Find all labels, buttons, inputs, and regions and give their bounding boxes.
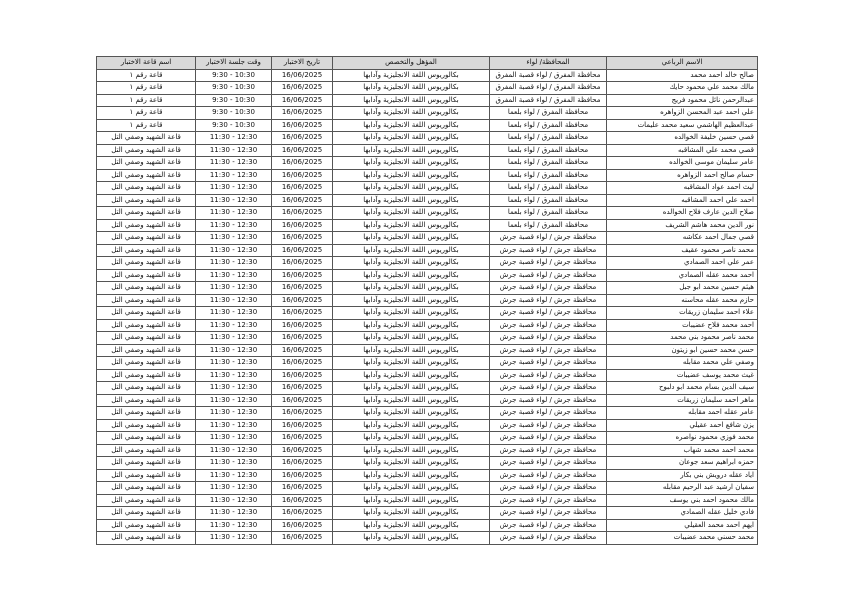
cell-qualification: بكالوريوس اللغة الانجليزية وآدابها bbox=[333, 407, 490, 420]
cell-time: 11:30 - 12:30 bbox=[196, 294, 272, 307]
cell-name: علاء احمد سليمان زريقات bbox=[607, 307, 758, 320]
cell-time: 9:30 - 10:30 bbox=[196, 94, 272, 107]
cell-date: 16/06/2025 bbox=[272, 444, 333, 457]
cell-qualification: بكالوريوس اللغة الانجليزية وآدابها bbox=[333, 444, 490, 457]
cell-date: 16/06/2025 bbox=[272, 69, 333, 82]
cell-hall: قاعة رقم ١ bbox=[97, 94, 196, 107]
cell-name: نور الدين محمد هاشم الشريف bbox=[607, 219, 758, 232]
cell-date: 16/06/2025 bbox=[272, 219, 333, 232]
cell-date: 16/06/2025 bbox=[272, 407, 333, 420]
table-row bbox=[97, 532, 758, 545]
cell-name: هيثم حسين محمد ابو جبل bbox=[607, 282, 758, 295]
cell-hall: قاعة الشهيد وصفي التل bbox=[97, 394, 196, 407]
cell-date: 16/06/2025 bbox=[272, 169, 333, 182]
cell-time: 11:30 - 12:30 bbox=[196, 132, 272, 145]
cell-hall: قاعة الشهيد وصفي التل bbox=[97, 482, 196, 495]
cell-hall: قاعة الشهيد وصفي التل bbox=[97, 269, 196, 282]
cell-hall: قاعة الشهيد وصفي التل bbox=[97, 344, 196, 357]
table-row bbox=[97, 432, 758, 445]
cell-name: حسن محمد حسين ابو زيتون bbox=[607, 344, 758, 357]
table-body bbox=[97, 69, 758, 544]
cell-governorate: محافظة جرش / لواء قصبة جرش bbox=[490, 282, 607, 295]
cell-qualification: بكالوريوس اللغة الانجليزية وآدابها bbox=[333, 69, 490, 82]
cell-name: احمد محمد عقله الصمادي bbox=[607, 269, 758, 282]
cell-qualification: بكالوريوس اللغة الانجليزية وآدابها bbox=[333, 519, 490, 532]
cell-time: 11:30 - 12:30 bbox=[196, 382, 272, 395]
cell-governorate: محافظة جرش / لواء قصبة جرش bbox=[490, 457, 607, 470]
table-row bbox=[97, 119, 758, 132]
cell-date: 16/06/2025 bbox=[272, 119, 333, 132]
table-row bbox=[97, 394, 758, 407]
cell-governorate: محافظة جرش / لواء قصبة جرش bbox=[490, 344, 607, 357]
cell-time: 11:30 - 12:30 bbox=[196, 494, 272, 507]
cell-hall: قاعة رقم ١ bbox=[97, 107, 196, 120]
cell-date: 16/06/2025 bbox=[272, 394, 333, 407]
cell-qualification: بكالوريوس اللغة الانجليزية وآدابها bbox=[333, 244, 490, 257]
cell-time: 11:30 - 12:30 bbox=[196, 282, 272, 295]
cell-date: 16/06/2025 bbox=[272, 532, 333, 545]
cell-time: 11:30 - 12:30 bbox=[196, 219, 272, 232]
cell-qualification: بكالوريوس اللغة الانجليزية وآدابها bbox=[333, 232, 490, 245]
cell-time: 11:30 - 12:30 bbox=[196, 407, 272, 420]
cell-hall: قاعة الشهيد وصفي التل bbox=[97, 244, 196, 257]
cell-qualification: بكالوريوس اللغة الانجليزية وآدابها bbox=[333, 182, 490, 195]
cell-governorate: محافظة جرش / لواء قصبة جرش bbox=[490, 494, 607, 507]
cell-governorate: محافظة المفرق / لواء قصبة المفرق bbox=[490, 69, 607, 82]
cell-time: 11:30 - 12:30 bbox=[196, 244, 272, 257]
cell-governorate: محافظة المفرق / لواء بلعما bbox=[490, 119, 607, 132]
cell-name: حمزه ابراهيم سعد جوعان bbox=[607, 457, 758, 470]
cell-time: 11:30 - 12:30 bbox=[196, 319, 272, 332]
cell-time: 11:30 - 12:30 bbox=[196, 394, 272, 407]
table-row bbox=[97, 419, 758, 432]
cell-hall: قاعة الشهيد وصفي التل bbox=[97, 469, 196, 482]
cell-governorate: محافظة جرش / لواء قصبة جرش bbox=[490, 419, 607, 432]
table-row bbox=[97, 519, 758, 532]
cell-date: 16/06/2025 bbox=[272, 494, 333, 507]
table-row bbox=[97, 457, 758, 470]
cell-governorate: محافظة المفرق / لواء بلعما bbox=[490, 194, 607, 207]
table-row bbox=[97, 194, 758, 207]
cell-time: 11:30 - 12:30 bbox=[196, 457, 272, 470]
cell-qualification: بكالوريوس اللغة الانجليزية وآدابها bbox=[333, 169, 490, 182]
cell-date: 16/06/2025 bbox=[272, 244, 333, 257]
cell-qualification: بكالوريوس اللغة الانجليزية وآدابها bbox=[333, 207, 490, 220]
cell-qualification: بكالوريوس اللغة الانجليزية وآدابها bbox=[333, 507, 490, 520]
cell-date: 16/06/2025 bbox=[272, 344, 333, 357]
cell-time: 9:30 - 10:30 bbox=[196, 119, 272, 132]
table-row bbox=[97, 144, 758, 157]
table-row bbox=[97, 182, 758, 195]
cell-governorate: محافظة جرش / لواء قصبة جرش bbox=[490, 407, 607, 420]
cell-time: 11:30 - 12:30 bbox=[196, 257, 272, 270]
cell-governorate: محافظة جرش / لواء قصبة جرش bbox=[490, 357, 607, 370]
cell-time: 11:30 - 12:30 bbox=[196, 307, 272, 320]
cell-hall: قاعة رقم ١ bbox=[97, 69, 196, 82]
cell-time: 11:30 - 12:30 bbox=[196, 432, 272, 445]
table-row bbox=[97, 169, 758, 182]
cell-qualification: بكالوريوس اللغة الانجليزية وآدابها bbox=[333, 94, 490, 107]
cell-governorate: محافظة جرش / لواء قصبة جرش bbox=[490, 519, 607, 532]
cell-qualification: بكالوريوس اللغة الانجليزية وآدابها bbox=[333, 82, 490, 95]
cell-name: غيث محمد يوسف عضيبات bbox=[607, 369, 758, 382]
cell-governorate: محافظة جرش / لواء قصبة جرش bbox=[490, 507, 607, 520]
cell-hall: قاعة الشهيد وصفي التل bbox=[97, 257, 196, 270]
cell-date: 16/06/2025 bbox=[272, 94, 333, 107]
cell-date: 16/06/2025 bbox=[272, 432, 333, 445]
cell-date: 16/06/2025 bbox=[272, 157, 333, 170]
cell-time: 11:30 - 12:30 bbox=[196, 332, 272, 345]
cell-qualification: بكالوريوس اللغة الانجليزية وآدابها bbox=[333, 294, 490, 307]
cell-hall: قاعة الشهيد وصفي التل bbox=[97, 519, 196, 532]
cell-name: صلاح الدين عارف فلاح الخوالده bbox=[607, 207, 758, 220]
cell-name: عامر عقله احمد مقابله bbox=[607, 407, 758, 420]
header-name: الاسم الرباعي bbox=[607, 57, 758, 70]
header-qualification: المؤهل والتخصص bbox=[333, 57, 490, 70]
cell-governorate: محافظة جرش / لواء قصبة جرش bbox=[490, 332, 607, 345]
cell-governorate: محافظة جرش / لواء قصبة جرش bbox=[490, 307, 607, 320]
cell-qualification: بكالوريوس اللغة الانجليزية وآدابها bbox=[333, 107, 490, 120]
cell-qualification: بكالوريوس اللغة الانجليزية وآدابها bbox=[333, 219, 490, 232]
header-time: وقت جلسة الاختبار bbox=[196, 57, 272, 70]
cell-date: 16/06/2025 bbox=[272, 207, 333, 220]
table-row bbox=[97, 94, 758, 107]
cell-name: علي احمد عبد المحسن الزواهره bbox=[607, 107, 758, 120]
cell-name: عبدالعظيم الهاشمي سعيد محمد عليمات bbox=[607, 119, 758, 132]
cell-hall: قاعة الشهيد وصفي التل bbox=[97, 282, 196, 295]
cell-hall: قاعة الشهيد وصفي التل bbox=[97, 182, 196, 195]
cell-qualification: بكالوريوس اللغة الانجليزية وآدابها bbox=[333, 494, 490, 507]
table-row bbox=[97, 482, 758, 495]
header-row bbox=[97, 57, 758, 70]
cell-time: 11:30 - 12:30 bbox=[196, 519, 272, 532]
cell-time: 11:30 - 12:30 bbox=[196, 169, 272, 182]
cell-qualification: بكالوريوس اللغة الانجليزية وآدابها bbox=[333, 357, 490, 370]
table-row bbox=[97, 107, 758, 120]
cell-hall: قاعة الشهيد وصفي التل bbox=[97, 507, 196, 520]
table-row bbox=[97, 319, 758, 332]
cell-date: 16/06/2025 bbox=[272, 507, 333, 520]
cell-governorate: محافظة جرش / لواء قصبة جرش bbox=[490, 232, 607, 245]
cell-date: 16/06/2025 bbox=[272, 144, 333, 157]
table-row bbox=[97, 444, 758, 457]
cell-name: ليث احمد عواد المشاقبه bbox=[607, 182, 758, 195]
cell-date: 16/06/2025 bbox=[272, 294, 333, 307]
cell-hall: قاعة الشهيد وصفي التل bbox=[97, 294, 196, 307]
cell-date: 16/06/2025 bbox=[272, 82, 333, 95]
cell-time: 11:30 - 12:30 bbox=[196, 482, 272, 495]
table-row bbox=[97, 207, 758, 220]
cell-date: 16/06/2025 bbox=[272, 469, 333, 482]
cell-name: سيف الدين بسام محمد ابو دلبوح bbox=[607, 382, 758, 395]
cell-governorate: محافظة المفرق / لواء بلعما bbox=[490, 107, 607, 120]
cell-qualification: بكالوريوس اللغة الانجليزية وآدابها bbox=[333, 382, 490, 395]
cell-hall: قاعة الشهيد وصفي التل bbox=[97, 169, 196, 182]
cell-governorate: محافظة جرش / لواء قصبة جرش bbox=[490, 382, 607, 395]
cell-governorate: محافظة جرش / لواء قصبة جرش bbox=[490, 432, 607, 445]
cell-qualification: بكالوريوس اللغة الانجليزية وآدابها bbox=[333, 157, 490, 170]
cell-name: عبدالرحمن نائل محمود فريج bbox=[607, 94, 758, 107]
cell-hall: قاعة الشهيد وصفي التل bbox=[97, 332, 196, 345]
cell-hall: قاعة الشهيد وصفي التل bbox=[97, 457, 196, 470]
cell-date: 16/06/2025 bbox=[272, 269, 333, 282]
cell-governorate: محافظة جرش / لواء قصبة جرش bbox=[490, 257, 607, 270]
table-row bbox=[97, 307, 758, 320]
cell-date: 16/06/2025 bbox=[272, 282, 333, 295]
cell-name: محمد فوزي محمود نواصره bbox=[607, 432, 758, 445]
cell-time: 9:30 - 10:30 bbox=[196, 69, 272, 82]
cell-hall: قاعة الشهيد وصفي التل bbox=[97, 207, 196, 220]
cell-time: 11:30 - 12:30 bbox=[196, 419, 272, 432]
cell-hall: قاعة الشهيد وصفي التل bbox=[97, 307, 196, 320]
exam-schedule-table bbox=[96, 56, 758, 545]
cell-governorate: محافظة جرش / لواء قصبة جرش bbox=[490, 294, 607, 307]
cell-time: 11:30 - 12:30 bbox=[196, 369, 272, 382]
cell-hall: قاعة الشهيد وصفي التل bbox=[97, 219, 196, 232]
cell-governorate: محافظة جرش / لواء قصبة جرش bbox=[490, 532, 607, 545]
cell-date: 16/06/2025 bbox=[272, 519, 333, 532]
table-row bbox=[97, 232, 758, 245]
cell-name: ايهم احمد محمد العقيلي bbox=[607, 519, 758, 532]
cell-qualification: بكالوريوس اللغة الانجليزية وآدابها bbox=[333, 419, 490, 432]
cell-qualification: بكالوريوس اللغة الانجليزية وآدابها bbox=[333, 344, 490, 357]
cell-date: 16/06/2025 bbox=[272, 319, 333, 332]
cell-hall: قاعة الشهيد وصفي التل bbox=[97, 357, 196, 370]
cell-hall: قاعة الشهيد وصفي التل bbox=[97, 319, 196, 332]
cell-name: مالك محمد علي محمود حايك bbox=[607, 82, 758, 95]
cell-time: 9:30 - 10:30 bbox=[196, 107, 272, 120]
cell-name: احمد محمد فلاح عضيبات bbox=[607, 319, 758, 332]
exam-schedule-sheet bbox=[96, 56, 757, 545]
cell-time: 11:30 - 12:30 bbox=[196, 207, 272, 220]
header-date: تاريخ الاختبار bbox=[272, 57, 333, 70]
cell-name: حسام صالح احمد الزواهره bbox=[607, 169, 758, 182]
cell-time: 9:30 - 10:30 bbox=[196, 82, 272, 95]
table-row bbox=[97, 332, 758, 345]
table-row bbox=[97, 344, 758, 357]
cell-hall: قاعة الشهيد وصفي التل bbox=[97, 382, 196, 395]
cell-date: 16/06/2025 bbox=[272, 132, 333, 145]
table-row bbox=[97, 382, 758, 395]
cell-governorate: محافظة المفرق / لواء بلعما bbox=[490, 132, 607, 145]
cell-qualification: بكالوريوس اللغة الانجليزية وآدابها bbox=[333, 369, 490, 382]
cell-qualification: بكالوريوس اللغة الانجليزية وآدابها bbox=[333, 119, 490, 132]
cell-qualification: بكالوريوس اللغة الانجليزية وآدابها bbox=[333, 269, 490, 282]
cell-time: 11:30 - 12:30 bbox=[196, 444, 272, 457]
cell-name: احمد علي احمد المشاقبه bbox=[607, 194, 758, 207]
cell-qualification: بكالوريوس اللغة الانجليزية وآدابها bbox=[333, 457, 490, 470]
cell-qualification: بكالوريوس اللغة الانجليزية وآدابها bbox=[333, 282, 490, 295]
table-row bbox=[97, 357, 758, 370]
cell-governorate: محافظة المفرق / لواء بلعما bbox=[490, 169, 607, 182]
cell-governorate: محافظة المفرق / لواء بلعما bbox=[490, 182, 607, 195]
cell-hall: قاعة الشهيد وصفي التل bbox=[97, 407, 196, 420]
cell-governorate: محافظة المفرق / لواء قصبة المفرق bbox=[490, 94, 607, 107]
cell-time: 11:30 - 12:30 bbox=[196, 357, 272, 370]
cell-governorate: محافظة المفرق / لواء بلعما bbox=[490, 207, 607, 220]
cell-qualification: بكالوريوس اللغة الانجليزية وآدابها bbox=[333, 532, 490, 545]
table-row bbox=[97, 294, 758, 307]
table-row bbox=[97, 469, 758, 482]
table-row bbox=[97, 257, 758, 270]
header-hall: اسم قاعة الاختبار bbox=[97, 57, 196, 70]
cell-qualification: بكالوريوس اللغة الانجليزية وآدابها bbox=[333, 319, 490, 332]
cell-governorate: محافظة المفرق / لواء قصبة المفرق bbox=[490, 82, 607, 95]
cell-governorate: محافظة جرش / لواء قصبة جرش bbox=[490, 244, 607, 257]
cell-hall: قاعة الشهيد وصفي التل bbox=[97, 532, 196, 545]
cell-governorate: محافظة المفرق / لواء بلعما bbox=[490, 144, 607, 157]
cell-date: 16/06/2025 bbox=[272, 482, 333, 495]
cell-hall: قاعة الشهيد وصفي التل bbox=[97, 194, 196, 207]
cell-date: 16/06/2025 bbox=[272, 232, 333, 245]
table-row bbox=[97, 282, 758, 295]
header-governorate: المحافظة/ لواء bbox=[490, 57, 607, 70]
table-row bbox=[97, 82, 758, 95]
cell-date: 16/06/2025 bbox=[272, 369, 333, 382]
cell-date: 16/06/2025 bbox=[272, 182, 333, 195]
cell-governorate: محافظة جرش / لواء قصبة جرش bbox=[490, 469, 607, 482]
cell-governorate: محافظة المفرق / لواء بلعما bbox=[490, 157, 607, 170]
table-row bbox=[97, 269, 758, 282]
cell-name: مالك محمود احمد بني يوسف bbox=[607, 494, 758, 507]
cell-name: سفيان ارشيد عبد الرحيم مقابله bbox=[607, 482, 758, 495]
cell-time: 11:30 - 12:30 bbox=[196, 344, 272, 357]
cell-name: اياد عقله درويش بني بكار bbox=[607, 469, 758, 482]
cell-qualification: بكالوريوس اللغة الانجليزية وآدابها bbox=[333, 144, 490, 157]
table-row bbox=[97, 244, 758, 257]
cell-time: 11:30 - 12:30 bbox=[196, 144, 272, 157]
cell-name: قصي محمد علي المشاقبه bbox=[607, 144, 758, 157]
cell-qualification: بكالوريوس اللغة الانجليزية وآدابها bbox=[333, 394, 490, 407]
cell-governorate: محافظة جرش / لواء قصبة جرش bbox=[490, 444, 607, 457]
cell-qualification: بكالوريوس اللغة الانجليزية وآدابها bbox=[333, 307, 490, 320]
cell-name: صالح خالد احمد محمد bbox=[607, 69, 758, 82]
cell-name: فادي خليل عقله الصمادي bbox=[607, 507, 758, 520]
cell-time: 11:30 - 12:30 bbox=[196, 157, 272, 170]
cell-date: 16/06/2025 bbox=[272, 107, 333, 120]
cell-name: محمد ناصر محمود عقيف bbox=[607, 244, 758, 257]
cell-time: 11:30 - 12:30 bbox=[196, 269, 272, 282]
cell-governorate: محافظة جرش / لواء قصبة جرش bbox=[490, 319, 607, 332]
cell-time: 11:30 - 12:30 bbox=[196, 469, 272, 482]
cell-time: 11:30 - 12:30 bbox=[196, 194, 272, 207]
table-row bbox=[97, 157, 758, 170]
cell-hall: قاعة الشهيد وصفي التل bbox=[97, 432, 196, 445]
cell-name: حازم محمد عقله محاسنه bbox=[607, 294, 758, 307]
cell-hall: قاعة رقم ١ bbox=[97, 119, 196, 132]
cell-name: محمد احمد محمد شهاب bbox=[607, 444, 758, 457]
cell-qualification: بكالوريوس اللغة الانجليزية وآدابها bbox=[333, 482, 490, 495]
cell-governorate: محافظة جرش / لواء قصبة جرش bbox=[490, 369, 607, 382]
cell-hall: قاعة الشهيد وصفي التل bbox=[97, 419, 196, 432]
cell-date: 16/06/2025 bbox=[272, 307, 333, 320]
cell-date: 16/06/2025 bbox=[272, 419, 333, 432]
cell-qualification: بكالوريوس اللغة الانجليزية وآدابها bbox=[333, 194, 490, 207]
cell-time: 11:30 - 12:30 bbox=[196, 507, 272, 520]
cell-name: وصفي علي محمد مقابله bbox=[607, 357, 758, 370]
cell-name: يزن شافع احمد عقيلي bbox=[607, 419, 758, 432]
table-row bbox=[97, 407, 758, 420]
cell-name: محمد ناصر محمود بني محمد bbox=[607, 332, 758, 345]
cell-hall: قاعة الشهيد وصفي التل bbox=[97, 157, 196, 170]
cell-name: محمد حسني محمد عضيبات bbox=[607, 532, 758, 545]
cell-name: عامر سليمان موسى الخوالده bbox=[607, 157, 758, 170]
cell-name: قصي جمال احمد عكاشه bbox=[607, 232, 758, 245]
cell-qualification: بكالوريوس اللغة الانجليزية وآدابها bbox=[333, 432, 490, 445]
cell-qualification: بكالوريوس اللغة الانجليزية وآدابها bbox=[333, 257, 490, 270]
cell-date: 16/06/2025 bbox=[272, 257, 333, 270]
table-row bbox=[97, 369, 758, 382]
cell-date: 16/06/2025 bbox=[272, 332, 333, 345]
cell-hall: قاعة الشهيد وصفي التل bbox=[97, 144, 196, 157]
cell-hall: قاعة الشهيد وصفي التل bbox=[97, 494, 196, 507]
cell-hall: قاعة الشهيد وصفي التل bbox=[97, 369, 196, 382]
cell-hall: قاعة الشهيد وصفي التل bbox=[97, 444, 196, 457]
cell-time: 11:30 - 12:30 bbox=[196, 232, 272, 245]
cell-date: 16/06/2025 bbox=[272, 357, 333, 370]
cell-governorate: محافظة جرش / لواء قصبة جرش bbox=[490, 269, 607, 282]
cell-qualification: بكالوريوس اللغة الانجليزية وآدابها bbox=[333, 132, 490, 145]
cell-time: 11:30 - 12:30 bbox=[196, 532, 272, 545]
cell-governorate: محافظة المفرق / لواء بلعما bbox=[490, 219, 607, 232]
table-row bbox=[97, 69, 758, 82]
cell-name: ماهر احمد سليمان زريقات bbox=[607, 394, 758, 407]
table-row bbox=[97, 507, 758, 520]
table-row bbox=[97, 494, 758, 507]
cell-date: 16/06/2025 bbox=[272, 194, 333, 207]
cell-hall: قاعة الشهيد وصفي التل bbox=[97, 232, 196, 245]
cell-time: 11:30 - 12:30 bbox=[196, 182, 272, 195]
table-row bbox=[97, 132, 758, 145]
cell-hall: قاعة الشهيد وصفي التل bbox=[97, 132, 196, 145]
cell-qualification: بكالوريوس اللغة الانجليزية وآدابها bbox=[333, 469, 490, 482]
cell-governorate: محافظة جرش / لواء قصبة جرش bbox=[490, 394, 607, 407]
table-row bbox=[97, 219, 758, 232]
cell-name: قصي حسين خليفة الخوالده bbox=[607, 132, 758, 145]
cell-name: عمر علي احمد الصمادي bbox=[607, 257, 758, 270]
cell-date: 16/06/2025 bbox=[272, 382, 333, 395]
cell-date: 16/06/2025 bbox=[272, 457, 333, 470]
cell-governorate: محافظة جرش / لواء قصبة جرش bbox=[490, 482, 607, 495]
cell-hall: قاعة رقم ١ bbox=[97, 82, 196, 95]
cell-qualification: بكالوريوس اللغة الانجليزية وآدابها bbox=[333, 332, 490, 345]
